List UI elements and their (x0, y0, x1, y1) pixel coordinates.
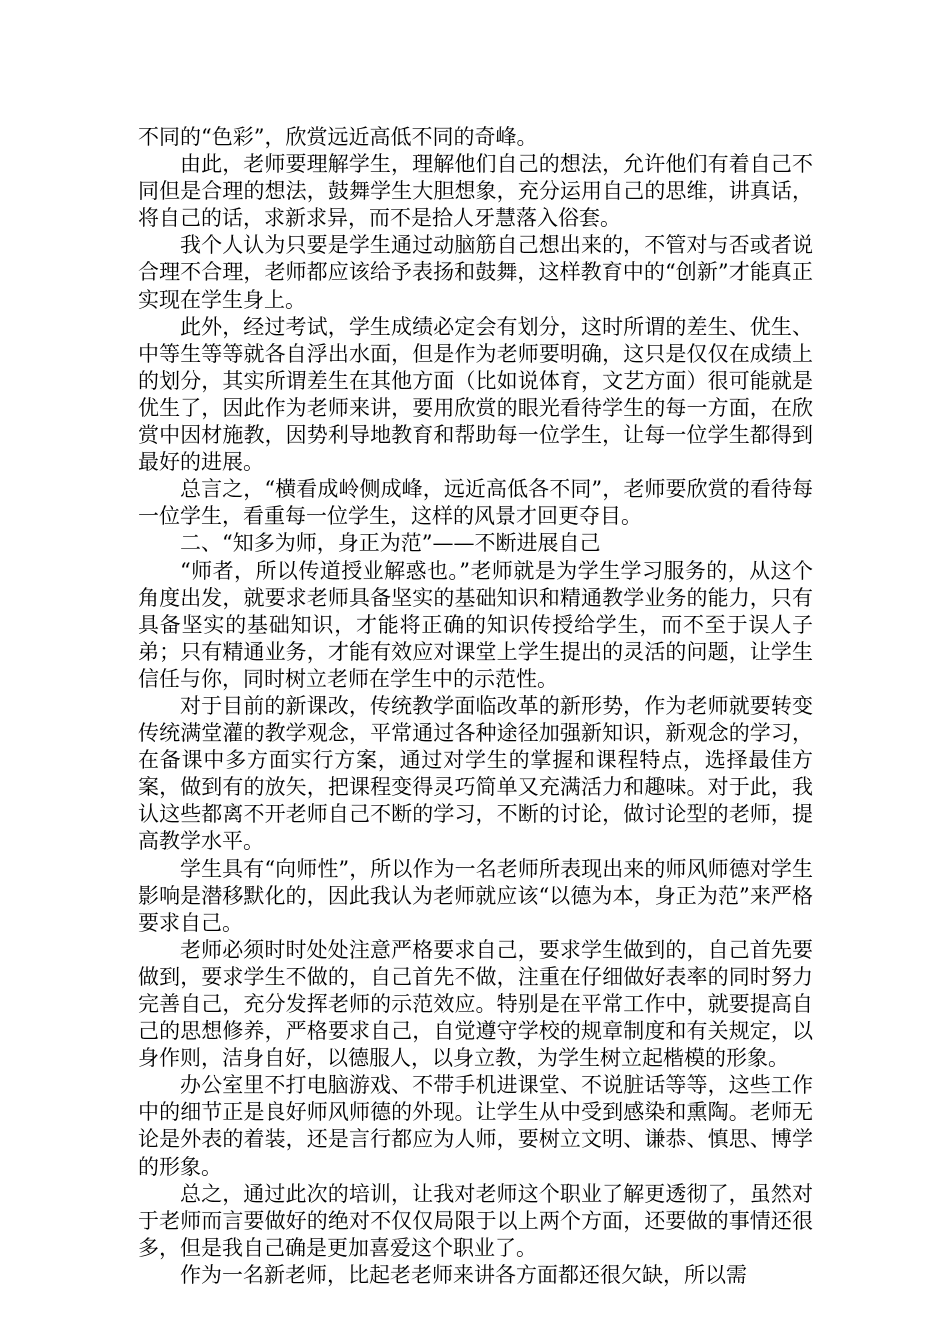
paragraph-12: 作为一名新老师，比起老老师来讲各方面都还很欠缺，所以需 (180, 1262, 747, 1287)
paragraph-5: 总言之，“横看成岭侧成峰，远近高低各不同”，老师要欣赏的看待每一位学生，看重每一位学生，这样的风景才回更夺目。 (138, 477, 813, 529)
paragraph-7: 对于目前的新课改，传统教学面临改革的新形势，作为老师就要转变传统满堂灌的教学观念，平常通过各种途径加强新知识，新观念的学习，在备课中多方面实行方案，通过对学生的掌握和课程特点，选择最佳方案，做到有的放矢，把课程变得灵巧简单又充满活力和趣味。对于此，我认这些都离不开老师自己不断的学习，不断的讨论，做讨论型的老师，提高教学水平。 (138, 693, 813, 854)
paragraph-8: 学生具有“向师性”，所以作为一名老师所表现出来的师风师德对学生影响是潜移默化的，因此我认为老师就应该“以德为本，身正为范”来严格要求自己。 (138, 856, 813, 935)
paragraph-10: 办公室里不打电脑游戏、不带手机进课堂、不说脏话等等，这些工作中的细节正是良好师风师德的外现。让学生从中受到感染和熏陶。老师无论是外表的着装，还是言行都应为人师，要树立文明、谦恭、慎思、博学的形象。 (138, 1073, 813, 1179)
paragraph-2: 由此，老师要理解学生，理解他们自己的想法，允许他们有着自己不同但是合理的想法，鼓舞学生大胆想象，充分运用自己的思维，讲真话，将自己的话，求新求异，而不是拾人牙慧落入俗套。 (138, 152, 813, 231)
paragraph-11: 总之，通过此次的培训，让我对老师这个职业了解更透彻了，虽然对于老师而言要做好的绝对不仅仅局限于以上两个方面，还要做的事情还很多，但是我自己确是更加喜爱这个职业了。 (138, 1181, 813, 1260)
section-heading-2: 二、“知多为师，身正为范”——不断进展自己 (180, 531, 601, 556)
paragraph-1: 不同的“色彩”，欣赏远近高低不同的奇峰。 (138, 125, 538, 149)
paragraph-6: “师者，所以传道授业解惑也。”老师就是为学生学习服务的，从这个角度出发，就要求老师具备坚实的基础知识和精通教学业务的能力，只有具备坚实的基础知识，才能将正确的知识传授给学生，而不至于误人子弟；只有精通业务，才能有效应对课堂上学生提出的灵活的问题，让学生信任与你，同时树立老师在学生中的示范性。 (138, 558, 813, 691)
paragraph-9: 老师必须时时处处注意严格要求自己，要求学生做到的，自己首先要做到，要求学生不做的，自己首先不做，注重在仔细做好表率的同时努力完善自己，充分发挥老师的示范效应。特别是在平常工作中，就要提高自己的思想修养，严格要求自己，自觉遵守学校的规章制度和有关规定，以身作则，洁身自好，以德服人，以身立教，为学生树立起楷模的形象。 (138, 937, 813, 1071)
paragraph-3: 我个人认为只要是学生通过动脑筋自己想出来的，不管对与否或者说合理不合理，老师都应该给予表扬和鼓舞，这样教育中的“创新”才能真正实现在学生身上。 (138, 233, 813, 312)
paragraph-4: 此外，经过考试，学生成绩必定会有划分，这时所谓的差生、优生、中等生等等就各自浮出水面，但是作为老师要明确，这只是仅仅在成绩上的划分，其实所谓差生在其他方面（比如说体育，文艺方面）很可能就是优生了，因此作为老师来讲，要用欣赏的眼光看待学生的每一方面，在欣赏中因材施教，因势利导地教育和帮助每一位学生，让每一位学生都得到最好的进展。 (138, 314, 813, 475)
document-body (138, 124, 813, 1289)
